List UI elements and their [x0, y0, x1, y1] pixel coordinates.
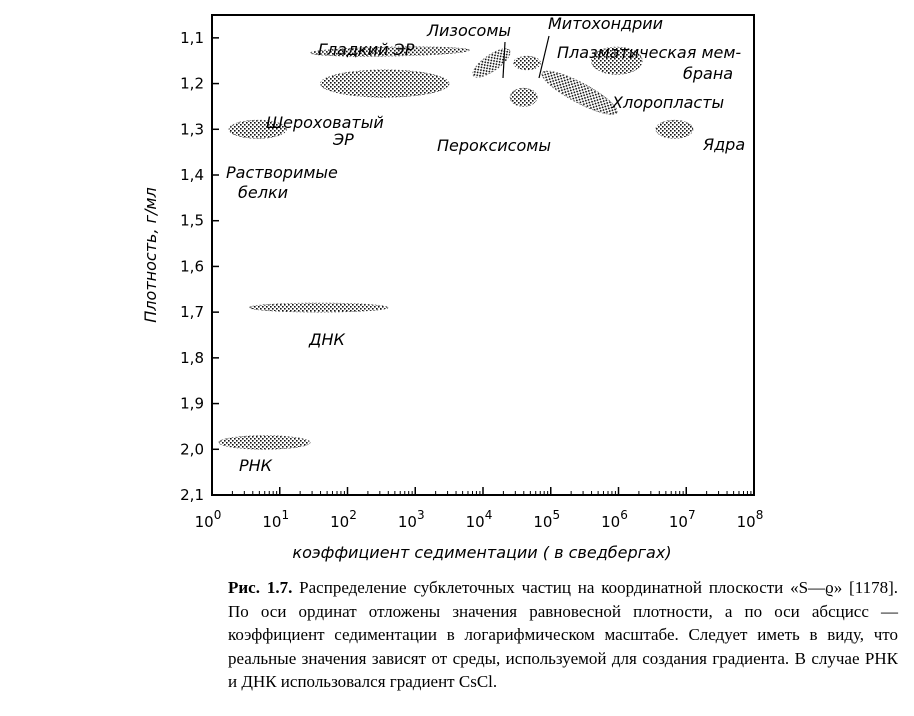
y-tick-label: 2,0	[180, 440, 204, 459]
label-lysosomes: Лизосомы	[427, 21, 512, 40]
x-axis-label: коэффициент седиментации ( в сведбергах)	[292, 543, 672, 562]
y-axis-label: Плотность, г/мл	[141, 187, 160, 323]
label-soluble-proteins-1: Растворимые	[226, 163, 338, 182]
region-пероксисомы	[510, 88, 537, 106]
figure-caption	[228, 576, 898, 694]
label-chloroplasts: Хлоропласты	[612, 93, 725, 112]
label-rough-er-1: Шероховатый	[266, 113, 384, 132]
x-tick-label: $10^7$	[668, 508, 696, 531]
x-tick-label: $10^3$	[397, 508, 425, 531]
y-tick-label: 1,8	[180, 348, 204, 367]
y-tick-label: 1,3	[180, 120, 204, 139]
region-рнк	[219, 436, 310, 450]
region-митохондрии	[513, 56, 540, 70]
label-smooth-er: Гладкий ЭР	[318, 40, 415, 59]
y-tick-label: 1,4	[180, 166, 204, 184]
x-tick-label: $10^8$	[736, 508, 764, 531]
region-шероховатый-эр	[320, 70, 449, 97]
label-peroxisomes: Пероксисомы	[437, 136, 551, 155]
y-tick-label: 1,9	[180, 394, 204, 413]
plot-frame	[212, 15, 754, 495]
region-днк	[249, 303, 388, 312]
y-axis	[180, 29, 219, 504]
label-dna: ДНК	[309, 330, 345, 349]
label-nuclei: Ядра	[703, 135, 746, 154]
label-plasma-membrane-2: брана	[683, 64, 734, 83]
region-лизосомы	[469, 44, 514, 82]
x-tick-label: $10^6$	[601, 508, 628, 531]
label-plasma-membrane-1: Плазматическая мем-	[557, 43, 742, 62]
caption-lead: Рис. 1.7.	[228, 578, 293, 597]
label-rough-er-2: ЭР	[333, 130, 354, 149]
x-tick-label: $10^0$	[194, 508, 222, 531]
x-tick-label: $10^5$	[533, 508, 561, 531]
y-tick-label: 1,1	[180, 28, 204, 47]
x-axis	[195, 487, 764, 531]
label-soluble-proteins-2: белки	[238, 183, 288, 202]
region-ядра	[656, 120, 693, 138]
x-tick-label: $10^4$	[465, 508, 493, 531]
y-tick-label: 1,6	[180, 257, 204, 276]
y-tick-label: 1,5	[180, 211, 204, 230]
y-tick-label: 2,1	[180, 486, 204, 504]
y-tick-label: 1,7	[180, 303, 204, 322]
label-rna: РНК	[239, 456, 273, 475]
x-tick-label: $10^1$	[262, 508, 290, 531]
y-tick-label: 1,2	[180, 74, 204, 93]
x-tick-label: $10^2$	[330, 508, 357, 531]
caption-text: Распределение субклеточных частиц на координатной плоскости «S—ϱ» [1178]. По оси ординат отложены значения равновесной плотности, а по оси абсцисс — коэффициент седиментации в логарифмическом масштабе. Следует иметь в виду, что реальные значения зависят от среды, используемой для создания градиента. В случае РНК и ДНК использовался градиент CsCl.	[228, 578, 898, 691]
label-mitochondria: Митохондрии	[548, 14, 664, 33]
